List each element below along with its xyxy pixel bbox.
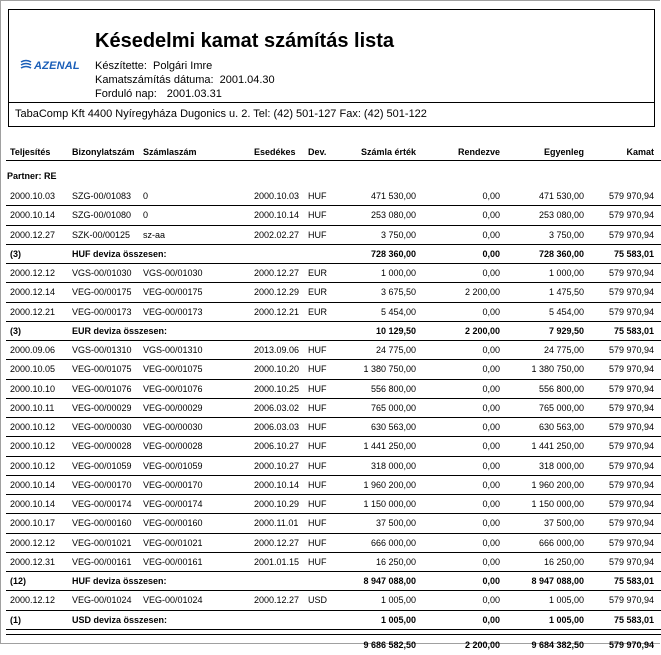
cell-egy: 7 929,50 xyxy=(548,325,584,336)
cell-ertek: 630 563,00 xyxy=(370,422,416,432)
cell-kamat: 75 583,01 xyxy=(613,325,654,336)
cell-telj: 2000.12.14 xyxy=(10,287,56,298)
cell-dev: HUF xyxy=(308,518,327,529)
cell-ertek: 10 129,50 xyxy=(375,325,416,336)
table-row xyxy=(0,206,661,225)
subtotal-row xyxy=(0,245,661,264)
cell-ertek: 728 360,00 xyxy=(370,248,416,259)
company-logo xyxy=(20,56,84,80)
cell-ertek: 5 454,00 xyxy=(380,306,416,317)
cell-esed: 2000.11.01 xyxy=(254,518,299,529)
table-row xyxy=(0,418,661,437)
cell-egy: 1 475,50 xyxy=(548,287,584,298)
cell-dev: USD xyxy=(308,595,328,606)
cell-szla: VEG-00/01075 xyxy=(143,364,203,375)
cell-egy: 16 250,00 xyxy=(543,556,584,567)
cell-rend: 0,00 xyxy=(482,479,500,490)
cell-rend: 0,00 xyxy=(482,441,500,452)
cell-rend: 0,00 xyxy=(482,210,500,221)
cell-esed: 2000.10.20 xyxy=(254,364,300,375)
cell-rend: 0,00 xyxy=(482,306,500,317)
cell-kamat: 579 970,94 xyxy=(608,287,654,298)
cell-dev: HUF xyxy=(308,191,327,201)
cell-kamat: 579 970,94 xyxy=(608,383,654,394)
cell-szla: sz-aa xyxy=(143,229,166,240)
cell-kamat: 579 970,94 xyxy=(608,345,654,355)
cell-ertek: 3 750,00 xyxy=(380,229,416,240)
subtotal-row xyxy=(0,322,661,341)
cell-biz: VEG-00/00160 xyxy=(72,518,132,529)
cell-dev: EUR xyxy=(308,306,328,317)
cell-rend: 0,00 xyxy=(482,537,500,548)
calc-date xyxy=(95,74,275,86)
table-row xyxy=(0,591,661,610)
subtotal-count: (12) xyxy=(10,576,27,586)
col-bizonylatszam: Bizonylatszám xyxy=(72,147,135,157)
cell-ertek: 471 530,00 xyxy=(370,191,416,201)
cell-szla: VEG-00/00173 xyxy=(143,306,203,317)
cell-biz: VEG-00/01021 xyxy=(72,537,132,548)
cell-ertek: 1 000,00 xyxy=(380,268,416,278)
cell-telj: 2000.12.12 xyxy=(10,537,56,548)
cell-kamat: 579 970,94 xyxy=(608,210,654,221)
cell-szla: VEG-00/01076 xyxy=(143,383,203,394)
cell-ertek: 318 000,00 xyxy=(370,460,416,471)
cell-rend: 0,00 xyxy=(482,460,500,471)
cell-egy: 37 500,00 xyxy=(543,518,584,529)
cell-kamat: 579 970,94 xyxy=(608,441,654,452)
cell-biz: SZG-00/01083 xyxy=(72,191,132,201)
cell-dev: HUF xyxy=(308,499,327,509)
table-row xyxy=(0,437,661,456)
cell-telj: 2000.10.10 xyxy=(10,383,56,394)
table-row xyxy=(0,303,661,322)
table-row xyxy=(0,264,661,283)
cell-ertek: 37 500,00 xyxy=(375,518,416,529)
cell-rend: 0,00 xyxy=(482,518,500,529)
cell-kamat: 579 970,94 xyxy=(608,229,654,240)
cell-kamat: 579 970,94 xyxy=(608,402,654,413)
cell-kamat: 75 583,01 xyxy=(613,248,654,259)
cell-egy: 1 380 750,00 xyxy=(531,364,584,375)
cell-telj: 2000.09.06 xyxy=(10,345,56,355)
cell-ertek: 1 005,00 xyxy=(380,614,416,625)
cell-ertek: 24 775,00 xyxy=(375,345,416,355)
cell-esed: 2000.12.27 xyxy=(254,595,300,606)
cell-esed: 2000.10.29 xyxy=(254,499,300,509)
cell-rend: 0,00 xyxy=(482,595,500,606)
cell-esed: 2000.10.03 xyxy=(254,191,300,201)
cell-ertek: 16 250,00 xyxy=(375,556,416,567)
cell-kamat: 579 970,94 xyxy=(608,306,654,317)
cell-dev: HUF xyxy=(308,383,327,394)
cell-ertek: 556 800,00 xyxy=(370,383,416,394)
cell-dev: HUF xyxy=(308,210,327,221)
cell-kamat: 579 970,94 xyxy=(608,191,654,201)
cell-egy: 1 005,00 xyxy=(548,614,584,625)
cell-biz: SZG-00/01080 xyxy=(72,210,132,221)
cell-telj: 2000.10.17 xyxy=(10,518,56,529)
cell-egy: 8 947 088,00 xyxy=(531,576,584,586)
cell-telj: 2000.10.14 xyxy=(10,479,56,490)
cell-esed: 2000.12.21 xyxy=(254,306,300,317)
header-rule xyxy=(6,160,661,161)
cell-egy: 1 441 250,00 xyxy=(531,441,584,452)
cell-esed: 2001.01.15 xyxy=(254,556,300,567)
cell-szla: VEG-00/00175 xyxy=(143,287,203,298)
cell-rend: 0,00 xyxy=(482,402,500,413)
prepared-by-label: Készítette: xyxy=(95,60,147,72)
cell-rend: 0,00 xyxy=(482,191,500,201)
report-header xyxy=(8,9,655,127)
calc-date-label: Kamatszámítás dátuma: xyxy=(95,74,214,86)
cell-rend: 0,00 xyxy=(482,383,500,394)
subtotal-label: HUF deviza összesen: xyxy=(72,576,167,586)
subtotal-count: (3) xyxy=(10,248,21,259)
cell-dev: EUR xyxy=(308,268,328,278)
cell-kamat: 579 970,94 xyxy=(608,518,654,529)
table-row xyxy=(0,341,661,360)
cell-szla: VEG-00/00160 xyxy=(143,518,203,529)
cell-esed: 2000.12.29 xyxy=(254,287,300,298)
cell-dev: HUF xyxy=(308,441,327,452)
cell-telj: 2000.12.31 xyxy=(10,556,56,567)
cell-telj: 2000.10.12 xyxy=(10,441,56,452)
table-row xyxy=(0,360,661,379)
cell-egy: 24 775,00 xyxy=(543,345,584,355)
cell-rend: 0,00 xyxy=(482,556,500,567)
cell-esed: 2013.09.06 xyxy=(254,345,300,355)
cell-ertek: 1 380 750,00 xyxy=(363,364,416,375)
cell-egy: 728 360,00 xyxy=(538,248,584,259)
subtotal-row xyxy=(0,611,661,630)
cell-ertek: 1 150 000,00 xyxy=(363,499,416,509)
cell-telj: 2000.10.03 xyxy=(10,191,56,201)
cell-egy: 1 005,00 xyxy=(548,595,584,606)
cell-egy: 630 563,00 xyxy=(538,422,584,432)
cell-biz: VEG-00/01059 xyxy=(72,460,132,471)
cell-telj: 2000.10.14 xyxy=(10,499,56,509)
cell-biz: VEG-00/00170 xyxy=(72,479,132,490)
table-row xyxy=(0,457,661,476)
partner-label: Partner: RE xyxy=(7,171,57,181)
cell-szla: VEG-00/01059 xyxy=(143,460,203,471)
table-header xyxy=(0,140,661,162)
col-szamlaszam: Számlaszám xyxy=(143,147,197,157)
cell-kamat: 579 970,94 xyxy=(608,422,654,432)
cell-telj: 2000.10.12 xyxy=(10,460,56,471)
cell-biz: VEG-00/00174 xyxy=(72,499,132,509)
cell-szla: VEG-00/00028 xyxy=(143,441,203,452)
col-rendezve: Rendezve xyxy=(457,147,500,157)
cell-esed: 2000.10.25 xyxy=(254,383,300,394)
col-dev: Dev. xyxy=(308,147,327,157)
cell-dev: HUF xyxy=(308,402,327,413)
turn-date-value: 2001.03.31 xyxy=(166,88,222,100)
cell-biz: VEG-00/01076 xyxy=(72,383,132,394)
subtotal-row xyxy=(0,572,661,591)
cell-rend: 0,00 xyxy=(482,345,500,355)
cell-telj: 2000.10.14 xyxy=(10,210,56,221)
cell-ertek: 253 080,00 xyxy=(370,210,416,221)
cell-egy: 1 000,00 xyxy=(548,268,584,278)
cell-esed: 2006.03.03 xyxy=(254,422,300,432)
cell-esed: 2002.02.27 xyxy=(254,229,300,240)
cell-ertek: 765 000,00 xyxy=(370,402,416,413)
cell-esed: 2000.12.27 xyxy=(254,537,300,548)
cell-esed: 2000.12.27 xyxy=(254,268,300,278)
cell-dev: HUF xyxy=(308,422,327,432)
cell-rend: 0,00 xyxy=(482,499,500,509)
table-row xyxy=(0,283,661,302)
cell-dev: HUF xyxy=(308,537,327,548)
cell-biz: VEG-00/00173 xyxy=(72,306,132,317)
cell-dev: EUR xyxy=(308,287,328,298)
logo-mark-icon xyxy=(20,59,32,71)
grand-total-egy: 9 684 382,50 xyxy=(531,639,584,650)
cell-esed: 2006.10.27 xyxy=(254,441,300,452)
cell-rend: 0,00 xyxy=(482,576,500,586)
cell-szla: VEG-00/00030 xyxy=(143,422,203,432)
cell-dev: HUF xyxy=(308,479,327,490)
cell-dev: HUF xyxy=(308,460,327,471)
cell-dev: HUF xyxy=(308,345,327,355)
cell-szla: VEG-00/00170 xyxy=(143,479,203,490)
cell-egy: 471 530,00 xyxy=(538,191,584,201)
cell-esed: 2000.10.27 xyxy=(254,460,300,471)
cell-kamat: 75 583,01 xyxy=(613,614,654,625)
cell-biz: VEG-00/00029 xyxy=(72,402,132,413)
cell-egy: 253 080,00 xyxy=(538,210,584,221)
cell-esed: 2000.10.14 xyxy=(254,479,300,490)
logo-text: AZENAL xyxy=(34,60,80,72)
table-row xyxy=(0,399,661,418)
cell-szla: VGS-00/01310 xyxy=(143,345,203,355)
subtotal-label: HUF deviza összesen: xyxy=(72,248,167,259)
subtotal-label: USD deviza összesen: xyxy=(72,614,168,625)
cell-biz: VEG-00/01075 xyxy=(72,364,132,375)
cell-kamat: 579 970,94 xyxy=(608,364,654,375)
prepared-by-value: Polgári Imre xyxy=(152,60,213,72)
cell-dev: HUF xyxy=(308,556,327,567)
cell-biz: VGS-00/01030 xyxy=(72,268,132,278)
cell-biz: SZK-00/00125 xyxy=(72,229,131,240)
subtotal-label: EUR deviza összesen: xyxy=(72,325,168,336)
grand-total-ertek: 9 686 582,50 xyxy=(363,639,416,650)
cell-szla: VEG-00/01021 xyxy=(143,537,203,548)
cell-ertek: 666 000,00 xyxy=(370,537,416,548)
cell-telj: 2000.12.12 xyxy=(10,268,56,278)
cell-szla: VEG-00/00174 xyxy=(143,499,203,509)
cell-rend: 2 200,00 xyxy=(464,325,500,336)
cell-telj: 2000.10.11 xyxy=(10,402,55,413)
turn-date-label: Forduló nap: xyxy=(95,88,157,100)
cell-rend: 2 200,00 xyxy=(464,287,500,298)
cell-kamat: 579 970,94 xyxy=(608,595,654,606)
cell-szla: 0 xyxy=(143,210,149,221)
cell-telj: 2000.12.27 xyxy=(10,229,56,240)
cell-szla: VGS-00/01030 xyxy=(143,268,203,278)
cell-biz: VEG-00/01024 xyxy=(72,595,132,606)
cell-egy: 556 800,00 xyxy=(538,383,584,394)
cell-biz: VEG-00/00175 xyxy=(72,287,132,298)
company-line: TabaComp Kft 4400 Nyíregyháza Dugonics u. 2. Tel: (42) 501-127 Fax: (42) 501-122 xyxy=(15,108,427,120)
grand-total-rend: 2 200,00 xyxy=(464,639,500,650)
cell-szla: VEG-00/01024 xyxy=(143,595,203,606)
cell-szla: VEG-00/00161 xyxy=(143,556,203,567)
cell-telj: 2000.12.21 xyxy=(10,306,56,317)
table-row xyxy=(0,226,661,245)
table-row xyxy=(0,495,661,514)
cell-telj: 2000.10.05 xyxy=(10,364,56,375)
cell-ertek: 1 005,00 xyxy=(380,595,416,606)
cell-biz: VEG-00/00028 xyxy=(72,441,132,452)
table-row xyxy=(0,553,661,572)
table-row xyxy=(0,476,661,495)
cell-ertek: 8 947 088,00 xyxy=(363,576,416,586)
cell-ertek: 1 441 250,00 xyxy=(363,441,416,452)
col-esedekes: Esedékes xyxy=(254,147,296,157)
cell-ertek: 3 675,50 xyxy=(380,287,416,298)
cell-telj: 2000.12.12 xyxy=(10,595,56,606)
cell-biz: VEG-00/00161 xyxy=(72,556,132,567)
cell-esed: 2006.03.02 xyxy=(254,402,300,413)
table-row xyxy=(0,514,661,533)
cell-kamat: 75 583,01 xyxy=(613,576,654,586)
col-egyenleg: Egyenleg xyxy=(543,147,584,157)
cell-esed: 2000.10.14 xyxy=(254,210,300,221)
subtotal-count: (1) xyxy=(10,614,21,625)
cell-egy: 1 150 000,00 xyxy=(531,499,584,509)
cell-rend: 0,00 xyxy=(482,248,500,259)
cell-rend: 0,00 xyxy=(482,364,500,375)
subtotal-count: (3) xyxy=(10,325,21,336)
cell-rend: 0,00 xyxy=(482,614,500,625)
cell-kamat: 579 970,94 xyxy=(608,537,654,548)
cell-dev: HUF xyxy=(308,229,327,240)
cell-szla: 0 xyxy=(143,191,149,201)
cell-dev: HUF xyxy=(308,364,327,375)
calc-date-value: 2001.04.30 xyxy=(219,74,275,86)
cell-kamat: 579 970,94 xyxy=(608,268,654,278)
cell-kamat: 579 970,94 xyxy=(608,499,654,509)
cell-egy: 765 000,00 xyxy=(538,402,584,413)
cell-biz: VEG-00/00030 xyxy=(72,422,132,432)
table-row xyxy=(0,187,661,206)
cell-egy: 318 000,00 xyxy=(538,460,584,471)
cell-egy: 3 750,00 xyxy=(548,229,584,240)
col-szamla-ertek: Számla érték xyxy=(360,147,416,157)
cell-kamat: 579 970,94 xyxy=(608,556,654,567)
cell-rend: 0,00 xyxy=(482,422,500,432)
header-divider xyxy=(9,102,654,103)
table-row xyxy=(0,534,661,553)
cell-rend: 0,00 xyxy=(482,268,500,278)
turn-date xyxy=(95,88,222,100)
grand-total-rule xyxy=(6,634,661,635)
cell-rend: 0,00 xyxy=(482,229,500,240)
cell-telj: 2000.10.12 xyxy=(10,422,56,432)
cell-egy: 1 960 200,00 xyxy=(531,479,584,490)
grand-total-row xyxy=(0,636,661,655)
cell-egy: 666 000,00 xyxy=(538,537,584,548)
cell-biz: VGS-00/01310 xyxy=(72,345,132,355)
grand-total-kamat: 579 970,94 xyxy=(608,639,654,650)
cell-kamat: 579 970,94 xyxy=(608,479,654,490)
cell-ertek: 1 960 200,00 xyxy=(363,479,416,490)
col-kamat: Kamat xyxy=(626,147,654,157)
row-divider xyxy=(6,629,661,630)
cell-egy: 5 454,00 xyxy=(548,306,584,317)
page-title: Késedelmi kamat számítás lista xyxy=(95,30,395,52)
cell-kamat: 579 970,94 xyxy=(608,460,654,471)
cell-szla: VEG-00/00029 xyxy=(143,402,203,413)
prepared-by xyxy=(95,60,212,72)
col-teljesites: Teljesítés xyxy=(10,147,51,157)
table-row xyxy=(0,380,661,399)
